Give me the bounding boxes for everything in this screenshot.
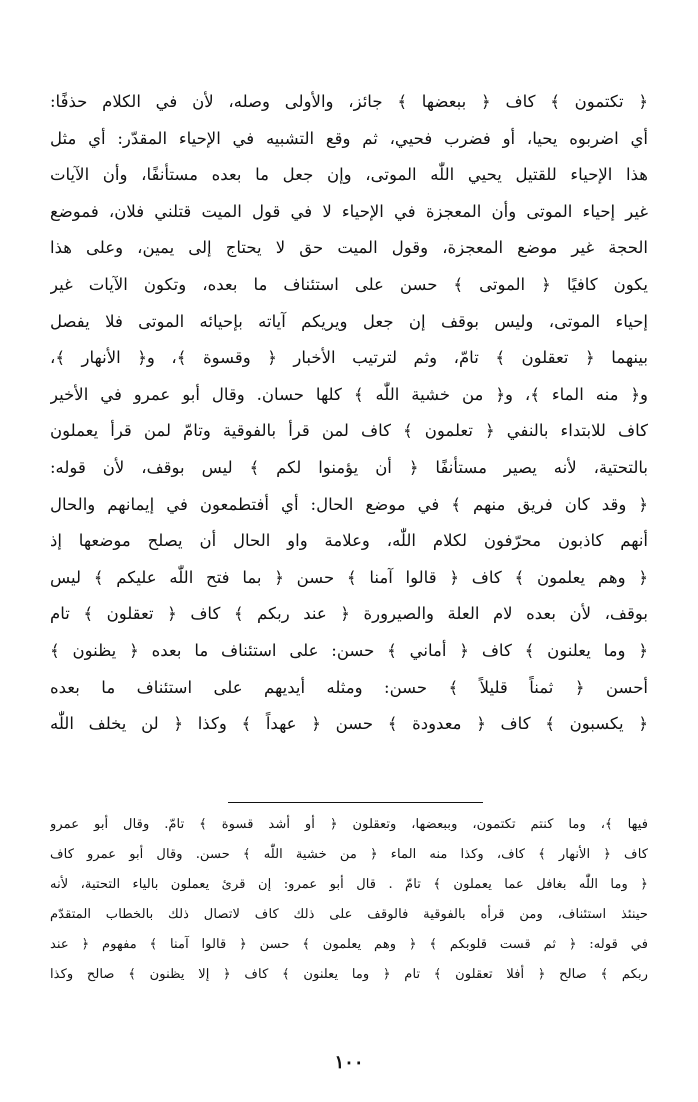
footnote-line: في قوله: ﴿ ثم قست قلوبكم ﴾ ﴿ وهم يعلمون ﴾ حسن ﴿ قالوا آمنا ﴾ مفهوم ﴿ عند bbox=[50, 937, 648, 952]
footnote-separator bbox=[228, 802, 483, 803]
text-line: ﴿ وقد كان فريق منهم ﴾ في موضع الحال: أي أفتطمعون في إيمانهم والحال bbox=[50, 494, 648, 514]
text-line: يكون كافيًا ﴿ الموتى ﴾ حسن على استئناف ما بعده، وتكون الآيات غير bbox=[50, 274, 648, 294]
main-text bbox=[50, 84, 648, 743]
text-line: أي اضربوه يحيا، أو فضرب فحيي، ثم وقع التشبيه في الإحياء المقدّر: أي مثل bbox=[50, 128, 648, 148]
text-line: ﴿ يكسبون ﴾ كاف ﴿ معدودة ﴾ حسن ﴿ عهداً ﴾ وكذا ﴿ لن يخلف اللّٰه bbox=[50, 714, 648, 734]
text-line: ﴿ وما يعلنون ﴾ كاف ﴿ أماني ﴾ حسن: على استئناف ما بعده ﴿ يظنون ﴾ bbox=[50, 640, 648, 660]
text-line: بوقف، لأن بعده لام العلة والصيرورة ﴿ عند ربكم ﴾ كاف ﴿ تعقلون ﴾ تام bbox=[50, 604, 648, 624]
page-number: ١٠٠ bbox=[334, 1052, 364, 1073]
footnote-line: فيها ﴾، وما كنتم تكتمون، وببعضها، وتعقلون ﴿ أو أشد قسوة ﴾ تامّ. وقال أبو عمرو bbox=[50, 817, 648, 832]
text-line: أحسن ﴿ ثمناً قليلاً ﴾ حسن: ومثله أيديهم على استئناف ما بعده bbox=[50, 677, 648, 697]
footnote-line: ﴿ وما اللّٰه بغافل عما يعملون ﴾ تامّ . قال أبو عمرو: إن قرئ يعملون بالياء التحتية، لأنه bbox=[50, 877, 648, 892]
footnotes bbox=[50, 810, 648, 990]
text-line: أنهم كاذبون محرّفون لكلام اللّٰه، وعلامة واو الحال أن يصلح موضعها إذ bbox=[50, 531, 648, 551]
text-line: الحجة غير موضع المعجزة، وقول الميت حق لا يحتاج إلى يمين، وعلى هذا bbox=[50, 238, 648, 258]
text-line: و﴿ منه الماء ﴾، و﴿ من خشية اللّٰه ﴾ كلها حسان. وقال أبو عمرو في الأخير bbox=[50, 384, 648, 404]
text-line: ﴿ تكتمون ﴾ كاف ﴿ ببعضها ﴾ جائز، والأولى وصله، لأن في الكلام حذفًا: bbox=[50, 92, 648, 111]
text-line: بينهما ﴿ تعقلون ﴾ تامّ، وثم لترتيب الأخبار ﴿ وقسوة ﴾، و﴿ الأنهار ﴾، bbox=[50, 348, 648, 368]
text-line: هذا الإحياء للقتيل يحيي اللّٰه الموتى، وإن جعل ما بعده مستأنفًا، وأن الآيات bbox=[50, 165, 648, 185]
text-line: إحياء الموتى، وليس بوقف إن جعل ويريكم آياته بإحيائه الموتى فلا يفصل bbox=[50, 311, 648, 331]
footnote-line: حينئذ استئناف، ومن قرأه بالفوقية فالوقف على ذلك كاف لاتصال ذلك بالخطاب المتقدّم bbox=[50, 907, 648, 922]
text-line: غير إحياء الموتى وأن المعجزة في الإحياء لا في قول الميت قتلني فلان، فموضع bbox=[50, 201, 648, 221]
text-line: ﴿ وهم يعلمون ﴾ كاف ﴿ قالوا آمنا ﴾ حسن ﴿ بما فتح اللّٰه عليكم ﴾ ليس bbox=[50, 567, 648, 587]
text-line: بالتحتية، لأنه يصير مستأنفًا ﴿ أن يؤمنوا لكم ﴾ ليس بوقف، لأن قوله: bbox=[50, 457, 648, 477]
footnote-line: كاف ﴿ الأنهار ﴾ كاف، وكذا منه الماء ﴿ من خشية اللّٰه ﴾ حسن. وقال أبو عمرو كاف bbox=[50, 847, 648, 862]
footnote-line: ربكم ﴾ صالح ﴿ أفلا تعقلون ﴾ تام ﴿ وما يعلنون ﴾ كاف ﴿ إلا يظنون ﴾ صالح وكذا bbox=[50, 967, 648, 982]
text-line: كاف للابتداء بالنفي ﴿ تعلمون ﴾ كاف لمن قرأ بالفوقية وتامّ لمن قرأ يعملون bbox=[50, 421, 648, 441]
